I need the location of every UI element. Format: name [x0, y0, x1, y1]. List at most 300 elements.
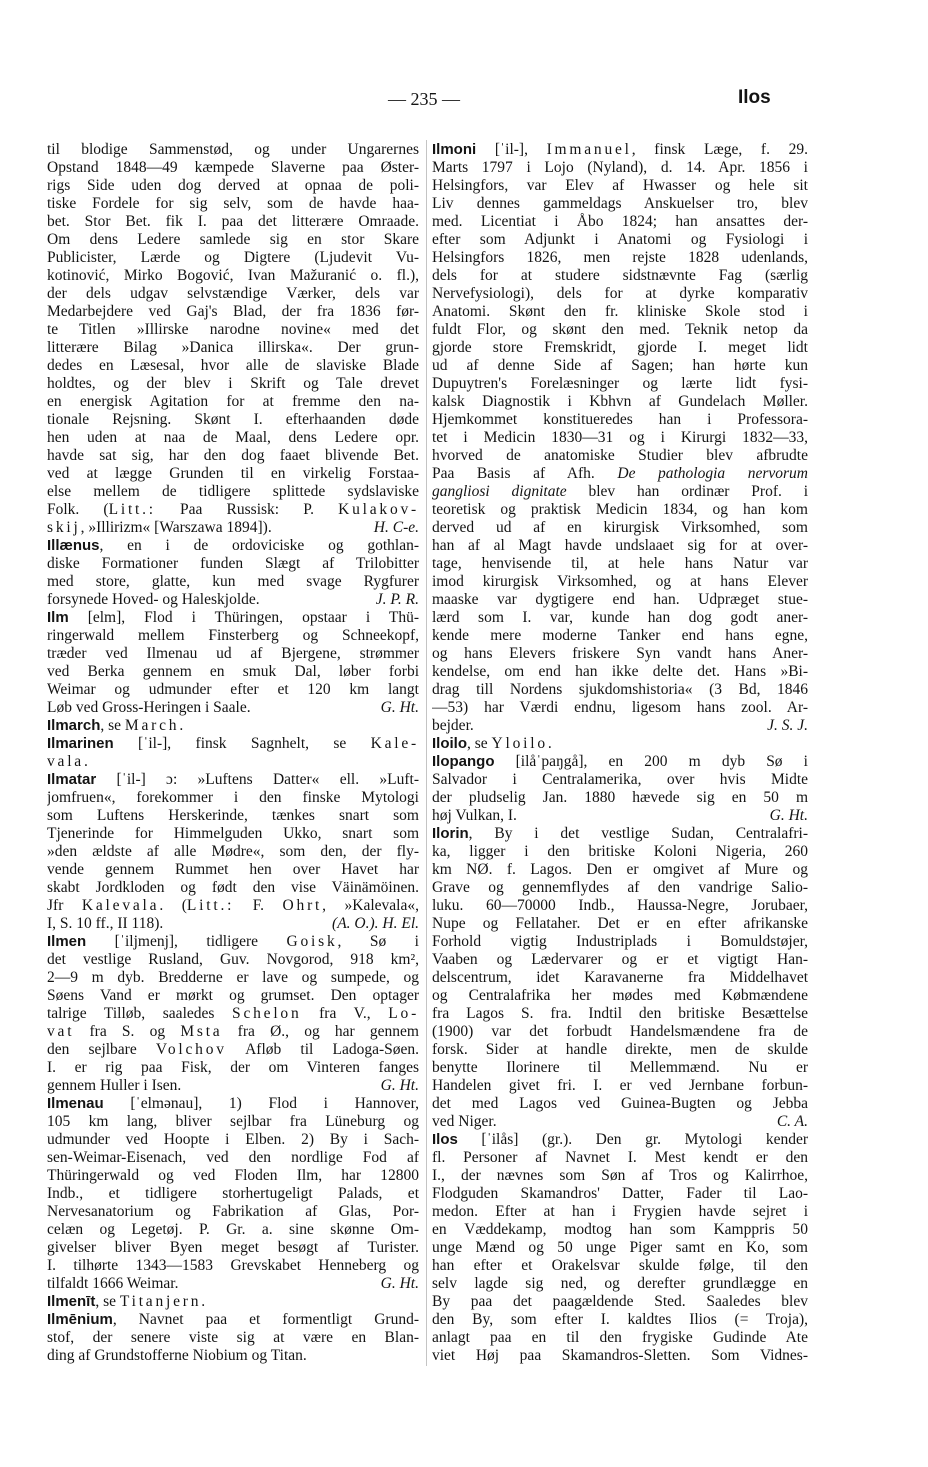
- body-text: Thüringerwald og ved Floden Ilm, har 12800: [47, 1167, 419, 1184]
- text-line: [47, 303, 419, 321]
- body-text: Forhold vigtig Industriplads i Bomuldstøjer,: [432, 933, 808, 950]
- text-line: [47, 591, 419, 609]
- text-line: [47, 1059, 419, 1077]
- text-line: [47, 735, 419, 753]
- text-line: [47, 1095, 419, 1113]
- text-line: [432, 771, 808, 789]
- body-text: ding af Grundstofferne Niobium og Titan.: [47, 1347, 307, 1364]
- body-text: I. er rig paa Fisk, der om Vinteren fanges: [47, 1059, 419, 1076]
- text-line: [47, 699, 419, 717]
- body-text: kalsk Diagnostik i Kbhvn af Gundelach Møller.: [432, 393, 808, 410]
- body-text: ringerwald mellem Finsterberg og Schneekopf,: [47, 627, 419, 644]
- text-line: [47, 411, 419, 429]
- text-line: [432, 1185, 808, 1203]
- spaced-name: Kale-: [370, 735, 419, 752]
- body-text: unge Mænd og 50 unge Piger samt en Ko, som: [432, 1239, 808, 1256]
- text-line: [47, 1347, 419, 1365]
- body-text: .: [547, 735, 552, 752]
- body-text: udmunder ved Hoopte i Elben. 2) By i Sach-: [47, 1131, 419, 1148]
- text-line: [47, 663, 419, 681]
- body-text: Dupuytren's Forelæsninger og lærte lidt fysi-: [432, 375, 808, 392]
- text-line: [47, 1185, 419, 1203]
- body-text: te Titlen »Illirske narodne novine« med det: [47, 321, 419, 338]
- spaced-name: Schelon: [232, 1005, 302, 1022]
- text-line: [432, 987, 808, 1005]
- text-line: [432, 1293, 808, 1311]
- body-text: ved Berka gennem en smuk Dal, løber forbi: [47, 663, 419, 680]
- body-text: til blodige Sammenstød, og under Ungarernes: [47, 141, 419, 158]
- body-text: Nervefysiologi), dels for at dyrke komparativ: [432, 285, 808, 302]
- text-line: [47, 609, 419, 627]
- text-line: [47, 1167, 419, 1185]
- text-line: [47, 753, 419, 771]
- text-line: [47, 195, 419, 213]
- body-text: tilfaldt 1666 Weimar.: [47, 1275, 179, 1292]
- text-line: [432, 897, 808, 915]
- body-text: , en i de ordoviciske og gothlan-: [99, 537, 419, 554]
- body-text: kendelse, om end han ikke delte det. Hans »Bi-: [432, 663, 808, 680]
- body-text: viet Høj paa Skamandros-Sletten. Som Vidnes-: [432, 1347, 808, 1364]
- body-text: Liv dennes gammeldags Anskuelser tro, blev: [432, 195, 808, 212]
- body-text: fra Ø., og har gennem: [222, 1023, 419, 1040]
- body-text: Marts 1797 i Lojo (Nyland), d. 14. Apr. 1856 i: [432, 159, 808, 176]
- body-text: tet i Medicin 1830—31 og i Kirurgi 1832—33,: [432, 429, 808, 446]
- text-line: [432, 501, 808, 519]
- text-line: [432, 303, 808, 321]
- body-text: kende mere moderne Tanker end hans egne,: [432, 627, 808, 644]
- text-line: [47, 1077, 419, 1095]
- body-text: hvorved de anatomiske Studier blev afbrudte: [432, 447, 808, 464]
- page-number: — 235 —: [388, 89, 460, 109]
- text-line: [432, 357, 808, 375]
- body-text: Grave og gennemflydes af den vandrige Salio-: [432, 879, 808, 896]
- body-text: Medarbejdere ved Gaj's Blad, der fra 1836 før-: [47, 303, 419, 320]
- text-line: [432, 231, 808, 249]
- text-line: [432, 699, 808, 717]
- column-rule: [426, 140, 427, 1366]
- text-line: [47, 1221, 419, 1239]
- text-line: [47, 627, 419, 645]
- right-column: [432, 141, 808, 1365]
- body-text: Folk. (: [47, 501, 109, 518]
- text-line: [432, 861, 808, 879]
- text-line: [47, 501, 419, 519]
- body-text: der pludselig Jan. 1880 hævede sig en 50 m: [432, 789, 808, 806]
- body-text: Indb., et tidligere storhertugeligt Palads, et: [47, 1185, 419, 1202]
- text-line: [47, 249, 419, 267]
- text-line: [432, 141, 808, 159]
- running-head: Ilos: [738, 87, 771, 108]
- body-text: F.: [234, 897, 283, 914]
- text-line: [47, 915, 419, 933]
- body-text: drag till Nordens sjukdomshistoria« (3 Bd, 1846: [432, 681, 808, 698]
- text-line: [432, 1239, 808, 1257]
- body-text: luku. 60—70000 Indb., Haussa-Negre, Jorubaer,: [432, 897, 808, 914]
- body-text: gjorde store Fremskridt, gjorde I. meget lidt: [432, 339, 808, 356]
- spaced-name: Immanuel: [546, 141, 632, 158]
- headword: Ilmarch: [47, 717, 101, 734]
- headword: Iloilo: [432, 735, 467, 752]
- spaced-name: vat: [47, 1023, 75, 1040]
- body-text: fuldt Flor, og skønt den med. Teknik netop da: [432, 321, 808, 338]
- text-line: [47, 807, 419, 825]
- text-line: [432, 1221, 808, 1239]
- text-line: [432, 159, 808, 177]
- body-text: selv lagde sig ned, og derefter grundlægge en: [432, 1275, 808, 1292]
- body-text: med store, glatte, kun med svage Rygfurer: [47, 573, 419, 590]
- body-text: [ˈil-], finsk Sagnhelt, se: [113, 735, 371, 752]
- text-line: [47, 1311, 419, 1329]
- body-text: .: [83, 753, 88, 770]
- body-text: bejder.: [432, 717, 474, 734]
- text-line: [47, 159, 419, 177]
- body-text: Flodguden Skamandros' Datter, Fader til Lao-: [432, 1185, 808, 1202]
- text-line: [47, 1275, 419, 1293]
- body-text: Salvador i Centralamerika, over hvis Midte: [432, 771, 808, 788]
- text-line: [47, 717, 419, 735]
- body-text: han efter et Orakelsvar skulde følge, til den: [432, 1257, 808, 1274]
- text-line: [432, 1167, 808, 1185]
- body-text: Om dens Ledere samlede sig en stor Skare: [47, 231, 419, 248]
- body-text: tage, henvisende til, at hele hans Natur var: [432, 555, 808, 572]
- body-text: sen-Weimar-Eisenach, ved den nordlige Fod af: [47, 1149, 419, 1166]
- spaced-name: Volchov: [155, 1041, 227, 1058]
- body-text: fra V.,: [301, 1005, 389, 1022]
- body-text: forsynede Hoved- og Haleskjolde.: [47, 591, 260, 608]
- body-text: Opstand 1848—49 kæmpede Slaverne paa Øster-: [47, 159, 419, 176]
- body-text: efter som Adjunkt i Anatomi og Fysiologi i: [432, 231, 808, 248]
- body-text: Søens Vand er mørkt og grumset. Den optager: [47, 987, 419, 1004]
- body-text: Helsingfors 1826, men rejste 1828 udenlands,: [432, 249, 808, 266]
- text-line: [432, 753, 808, 771]
- text-line: [47, 1113, 419, 1131]
- text-line: [47, 969, 419, 987]
- text-line: [432, 1041, 808, 1059]
- text-line: [47, 285, 419, 303]
- body-text: , »Illirizm« [Warszawa 1894]).: [80, 519, 272, 536]
- body-text: else mellem de tidligere splittede sydslaviske: [47, 483, 419, 500]
- text-line: [432, 1275, 808, 1293]
- body-text: Nupe og Fellataher. Det er en efter afrikanske: [432, 915, 808, 932]
- text-line: [47, 519, 419, 537]
- body-text: , Sø i: [337, 933, 419, 950]
- author-signature: G. Ht.: [380, 1077, 419, 1094]
- spaced-name: Kalevala: [81, 897, 160, 914]
- text-line: [432, 789, 808, 807]
- text-line: [432, 933, 808, 951]
- text-line: [432, 969, 808, 987]
- body-text: —53) har Værdi endnu, ligesom hans zool. Ar-: [432, 699, 808, 716]
- body-text: som Luftens Herskerinde, tænkes snart som: [47, 807, 419, 824]
- author-signature: H. C-e.: [373, 519, 419, 536]
- text-line: [432, 555, 808, 573]
- text-line: [47, 843, 419, 861]
- body-text: forsk. Sider at handle direkte, men de skulde: [432, 1041, 808, 1058]
- body-text: Vaaben og Lædervarer og er et vigtigt Han-: [432, 951, 808, 968]
- spaced-name: Kulakov-: [338, 501, 419, 518]
- body-text: By paa det paagældende Sted. Saaledes blev: [432, 1293, 808, 1310]
- body-text: vende gennem Rummet hen over Havet har: [47, 861, 419, 878]
- text-line: [47, 393, 419, 411]
- body-text: gennem Huller i Isen.: [47, 1077, 182, 1094]
- body-text: teoretisk og praktisk Medicin 1834, og han kom: [432, 501, 808, 518]
- text-line: [47, 1005, 419, 1023]
- body-text: celæn og Legetøj. P. Gr. a. sine skønne Om-: [47, 1221, 419, 1238]
- body-text: . (: [159, 897, 187, 914]
- text-line: [47, 1293, 419, 1311]
- text-line: [47, 339, 419, 357]
- body-text: hen uden at naa de Maal, dens Ledere opr.: [47, 429, 419, 446]
- text-line: [432, 195, 808, 213]
- author-signature: G. Ht.: [380, 699, 419, 716]
- text-line: [432, 1347, 808, 1365]
- body-text: benytte Ilorinere til Mellemmænd. Nu er: [432, 1059, 808, 1076]
- text-line: [47, 375, 419, 393]
- body-text: maaske var dygtigere end han. Udpræget stue-: [432, 591, 808, 608]
- text-line: [432, 879, 808, 897]
- headword: Ilos: [432, 1131, 458, 1148]
- body-text: Helsingfors, var Elev af Hwasser og hele sit: [432, 177, 808, 194]
- text-line: [432, 393, 808, 411]
- text-line: [432, 465, 808, 483]
- text-line: [432, 429, 808, 447]
- text-line: [432, 1059, 808, 1077]
- body-text: og Centralafrika her mødes med Købmændene: [432, 987, 808, 1004]
- text-line: [47, 1041, 419, 1059]
- body-text: litterære Bilag »Danica illirska«. Der grun-: [47, 339, 419, 356]
- body-text: den By, som efter I. kaldtes Ilios (= Troja),: [432, 1311, 808, 1328]
- text-line: [47, 447, 419, 465]
- text-line: [432, 1131, 808, 1149]
- text-line: [47, 1239, 419, 1257]
- headword: Illænus: [47, 537, 100, 554]
- spaced-name: Litt.:: [108, 501, 156, 518]
- spaced-name: Yloilo: [491, 735, 548, 752]
- body-text: .: [179, 717, 184, 734]
- text-line: [432, 1257, 808, 1275]
- text-line: [432, 645, 808, 663]
- text-line: [432, 807, 808, 825]
- body-text: Afløb til Ladoga-Søen.: [226, 1041, 419, 1058]
- body-text: dedes en Læsesal, hvor alle de slaviske Blade: [47, 357, 419, 374]
- italic-text: gangliosi dignitate: [432, 483, 567, 500]
- body-text: Tjenerinde for Himmelguden Ukko, snart som: [47, 825, 419, 842]
- text-line: [432, 573, 808, 591]
- text-line: [47, 429, 419, 447]
- text-line: [47, 1131, 419, 1149]
- body-text: Publicister, Lærde og Digtere (Ljudevit Vu-: [47, 249, 419, 266]
- text-line: [432, 1329, 808, 1347]
- text-line: [47, 789, 419, 807]
- text-line: [47, 771, 419, 789]
- text-line: [47, 213, 419, 231]
- text-line: [47, 1023, 419, 1041]
- body-text: Jfr: [47, 897, 82, 914]
- text-line: [432, 627, 808, 645]
- text-line: [432, 915, 808, 933]
- headword: Ilmatar: [47, 771, 97, 788]
- body-text: anlagt paa en til den frygiske Gudinde Ate: [432, 1329, 808, 1346]
- text-line: [432, 951, 808, 969]
- body-text: I., der nævnes som Søn af Tros og Kalirrhoe,: [432, 1167, 808, 1184]
- text-line: [47, 861, 419, 879]
- body-text: [elm], Flod i Thüringen, opstaar i Thü-: [68, 609, 419, 626]
- body-text: Løb ved Gross-Heringen i Saale.: [47, 699, 251, 716]
- headword: Ilmēnium: [47, 1311, 113, 1328]
- body-text: en Væddekamp, modtog han som Kamppris 50: [432, 1221, 808, 1238]
- body-text: ved at lægge Grunden til en virkelig Forstaa-: [47, 465, 419, 482]
- body-text: han af al Magt havde undslaaet sig for at over-: [432, 537, 808, 554]
- text-line: [432, 339, 808, 357]
- author-signature: G. Ht.: [380, 1275, 419, 1292]
- italic-text: De pathologia nervorum: [617, 465, 808, 482]
- body-text: [ˈil-] ɔ: »Luftens Datter« ell. »Luft-: [96, 771, 419, 788]
- body-text: Paa Russisk: P.: [155, 501, 339, 518]
- text-line: [432, 285, 808, 303]
- body-text: fra S. og: [74, 1023, 181, 1040]
- body-text: km NØ. f. Lagos. Den er omgivet af Mure og: [432, 861, 808, 878]
- body-text: , se: [100, 717, 125, 734]
- text-line: [47, 231, 419, 249]
- body-text: , By i det vestlige Sudan, Centralafri-: [468, 825, 808, 842]
- text-line: [432, 1095, 808, 1113]
- text-line: [47, 879, 419, 897]
- left-column: [47, 141, 419, 1365]
- text-line: [432, 681, 808, 699]
- body-text: Handelen givet fri. I. er ved Jernbane forbun-: [432, 1077, 808, 1094]
- body-text: (1900) var det forbudt Handelsmændene fra de: [432, 1023, 808, 1040]
- body-text: ved Niger.: [432, 1113, 497, 1130]
- body-text: [ˈilås] (gr.). Den gr. Mytologi kender: [457, 1131, 808, 1148]
- headword: Ilmarinen: [47, 735, 114, 752]
- text-line: [432, 411, 808, 429]
- body-text: dels for at studere sidstnævnte Fag (særlig: [432, 267, 808, 284]
- text-line: [47, 1329, 419, 1347]
- body-text: bet. Stor Bet. fik I. paa det litterære Omraade.: [47, 213, 419, 230]
- body-text: medon. Efter at han i Frygien havde sejret i: [432, 1203, 808, 1220]
- text-line: [47, 825, 419, 843]
- spaced-name: Ohrt: [282, 897, 323, 914]
- headword: Ilopango: [432, 753, 495, 770]
- text-line: [47, 357, 419, 375]
- body-text: en energisk Agitation for at fremme den na-: [47, 393, 419, 410]
- body-text: 2—9 m dyb. Bredderne er lave og sumpede, og: [47, 969, 419, 986]
- body-text: jomfruen«, forekommer i den finske Mytologi: [47, 789, 419, 806]
- text-line: [432, 375, 808, 393]
- body-text: imod kirurgisk Virksomhed, og at hans Elever: [432, 573, 808, 590]
- text-line: [432, 213, 808, 231]
- body-text: I. tilhørte 1343—1583 Grevskabet Henneberg og: [47, 1257, 419, 1274]
- text-line: [47, 537, 419, 555]
- text-line: [432, 447, 808, 465]
- text-line: [432, 267, 808, 285]
- body-text: der dels udgav selvstændige Værker, dels var: [47, 285, 419, 302]
- body-text: , Navnet paa et formentligt Grund-: [112, 1311, 419, 1328]
- text-line: [432, 663, 808, 681]
- body-text: diske Formationer funden Slægt af Trilobitter: [47, 555, 419, 572]
- headword: Ilmen: [47, 933, 87, 950]
- body-text: derved ud af en kirurgisk Virksomhed, som: [432, 519, 808, 536]
- author-signature: (A. O.). H. El.: [332, 915, 419, 932]
- text-line: [47, 1203, 419, 1221]
- text-line: [47, 465, 419, 483]
- body-text: Hjemkommet konstitueredes han i Professora-: [432, 411, 808, 428]
- body-text: , se: [467, 735, 492, 752]
- body-text: blev han ordinær Prof. i: [566, 483, 808, 500]
- headword: Ilmenau: [47, 1095, 104, 1112]
- text-line: [432, 537, 808, 555]
- spaced-name: Lo-: [388, 1005, 419, 1022]
- spaced-name: vala: [47, 753, 84, 770]
- text-line: [432, 177, 808, 195]
- text-line: [432, 735, 808, 753]
- body-text: , »Kalevala«,: [322, 897, 419, 914]
- text-line: [432, 483, 808, 501]
- body-text: og hans Elevers friskere Syn vandt hans Aner-: [432, 645, 808, 662]
- text-line: [47, 681, 419, 699]
- text-line: [47, 573, 419, 591]
- text-line: [432, 1113, 808, 1131]
- text-line: [432, 825, 808, 843]
- body-text: [ilåˈpaŋgå], en 200 m dyb Sø i: [494, 753, 808, 770]
- body-text: det med Lagos ved Guinea-Bugten og Jebba: [432, 1095, 808, 1112]
- body-text: [ˈil-],: [476, 141, 547, 158]
- body-text: , finsk Læge, f. 29.: [631, 141, 808, 158]
- body-text: træder ved Ilmenau ud af Bjergene, strømmer: [47, 645, 419, 662]
- headword: Ilorin: [432, 825, 469, 842]
- text-line: [47, 267, 419, 285]
- body-text: Anatomi. Skønt den fr. kliniske Skole stod i: [432, 303, 808, 320]
- spaced-name: Msta: [180, 1023, 223, 1040]
- spaced-name: Litt.:: [186, 897, 235, 914]
- body-text: talrige Tilløb, saaledes: [47, 1005, 233, 1022]
- body-text: stof, der senere viste sig at være en Blan-: [47, 1329, 419, 1346]
- text-line: [47, 645, 419, 663]
- text-line: [432, 249, 808, 267]
- author-signature: C. A.: [776, 1113, 808, 1130]
- body-text: Nervesanatorium og Fabrikation af Glas, Por-: [47, 1203, 419, 1220]
- body-text: lærd som I. var, kunde han dog godt aner-: [432, 609, 808, 626]
- body-text: I, S. 10 ff., II 118).: [47, 915, 164, 932]
- body-text: skabt Jordkloden og født den vise Väinämöinen.: [47, 879, 419, 896]
- body-text: fra Lagos S. fra. Indtil den britiske Besættelse: [432, 1005, 808, 1022]
- headword: Ilmenīt: [47, 1293, 96, 1310]
- spaced-name: March: [124, 717, 180, 734]
- body-text: den sejlbare: [47, 1041, 156, 1058]
- spaced-name: Goisk: [286, 933, 338, 950]
- body-text: holdtes, og der blev i Skrift og Tale drevet: [47, 375, 419, 392]
- body-text: tionale Rejsning. Skønt I. efterhaanden døde: [47, 411, 419, 428]
- author-signature: J. P. R.: [375, 591, 419, 608]
- body-text: kotinović, Mirko Bogović, Ivan Mažuranić o. fl.),: [47, 267, 419, 284]
- body-text: [ˈelmənau], 1) Flod i Hannover,: [103, 1095, 419, 1112]
- author-signature: J. S. J.: [767, 717, 808, 734]
- text-line: [432, 1005, 808, 1023]
- text-line: [47, 897, 419, 915]
- body-text: .: [201, 1293, 206, 1310]
- body-text: med. Licentiat i Åbo 1824; han ansattes der-: [432, 213, 808, 230]
- text-line: [47, 141, 419, 159]
- body-text: høj Vulkan, I.: [432, 807, 517, 824]
- text-line: [47, 987, 419, 1005]
- text-line: [47, 1149, 419, 1167]
- body-text: Paa Basis af Afh.: [432, 465, 618, 482]
- text-line: [47, 933, 419, 951]
- text-line: [432, 609, 808, 627]
- author-signature: G. Ht.: [769, 807, 808, 824]
- text-line: [432, 1149, 808, 1167]
- text-line: [47, 1257, 419, 1275]
